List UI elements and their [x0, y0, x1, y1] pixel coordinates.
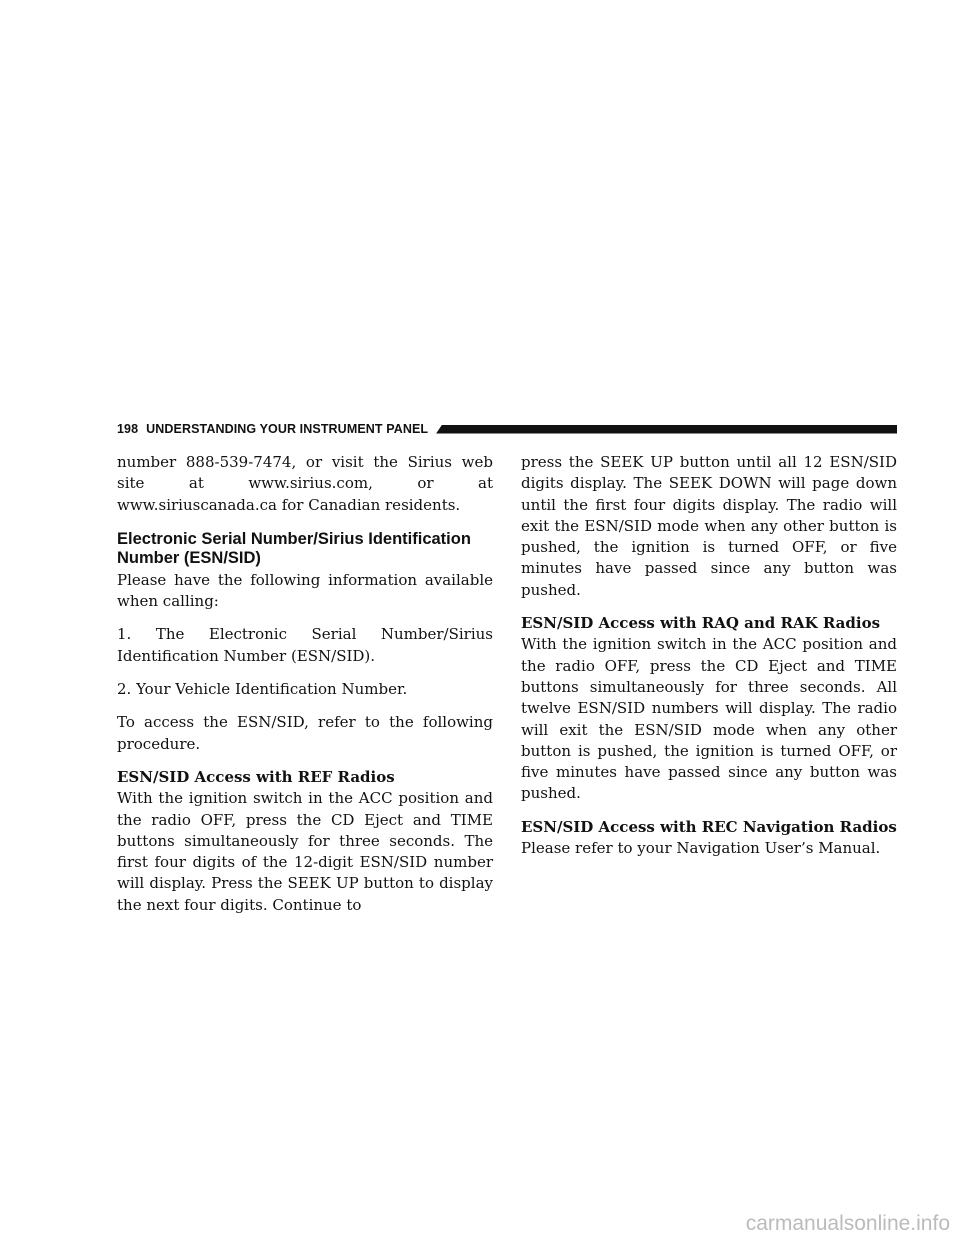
raq-rak-body: With the ignition switch in the ACC position and the radio OFF, press the CD Eject and TIME buttons simultaneously for three seconds. All twelve ESN/SID numbers will display. The radio will exit the ESN/SID mode when any other button is pushed, the ignition is turned OFF, or five minutes have passed since any button was pushed.: [521, 635, 897, 803]
left-column: [117, 452, 493, 928]
esn-sid-heading: Electronic Serial Number/Sirius Identification Number (ESN/SID): [117, 529, 471, 567]
have-info-paragraph: Please have the following information available when calling:: [117, 570, 493, 611]
watermark: carmanualsonline.info: [745, 1212, 950, 1235]
list-item-esn: 1. The Electronic Serial Number/Sirius Identification Number (ESN/SID).: [117, 625, 493, 665]
page-number: 198: [117, 422, 139, 436]
header-rule: [436, 425, 897, 434]
right-column: [521, 452, 897, 871]
rec-navigation-heading: ESN/SID Access with REC Navigation Radios: [521, 817, 897, 836]
raq-rak-heading: ESN/SID Access with RAQ and RAK Radios: [521, 614, 881, 633]
ref-radios-continued: press the SEEK UP button until all 12 ESN/SID digits display. The SEEK DOWN will page down until the first four digits display. The radio will exit the ESN/SID mode when any other button is pushed, the ignition is turned OFF, or five minutes have passed since any button was pushed.: [521, 453, 897, 599]
list-item-vin: 2. Your Vehicle Identification Number.: [117, 680, 408, 699]
section-title: UNDERSTANDING YOUR INSTRUMENT PANEL: [146, 422, 429, 436]
rec-navigation-body: Please refer to your Navigation User’s Manual.: [521, 839, 881, 858]
access-paragraph: To access the ESN/SID, refer to the following procedure.: [117, 713, 493, 753]
ref-radios-heading: ESN/SID Access with REF Radios: [117, 767, 395, 786]
ref-radios-body: With the ignition switch in the ACC position and the radio OFF, press the CD Eject and TIME buttons simultaneously for three seconds. The first four digits of the 12-digit ESN/SID number will display. Press the SEEK UP button to display the next four digits. Continue to: [117, 789, 493, 914]
page-header: [117, 421, 897, 437]
intro-paragraph: number 888-539-7474, or visit the Sirius web site at www.sirius.com, or at www.siriuscanada.ca for Canadian residents.: [117, 453, 493, 514]
